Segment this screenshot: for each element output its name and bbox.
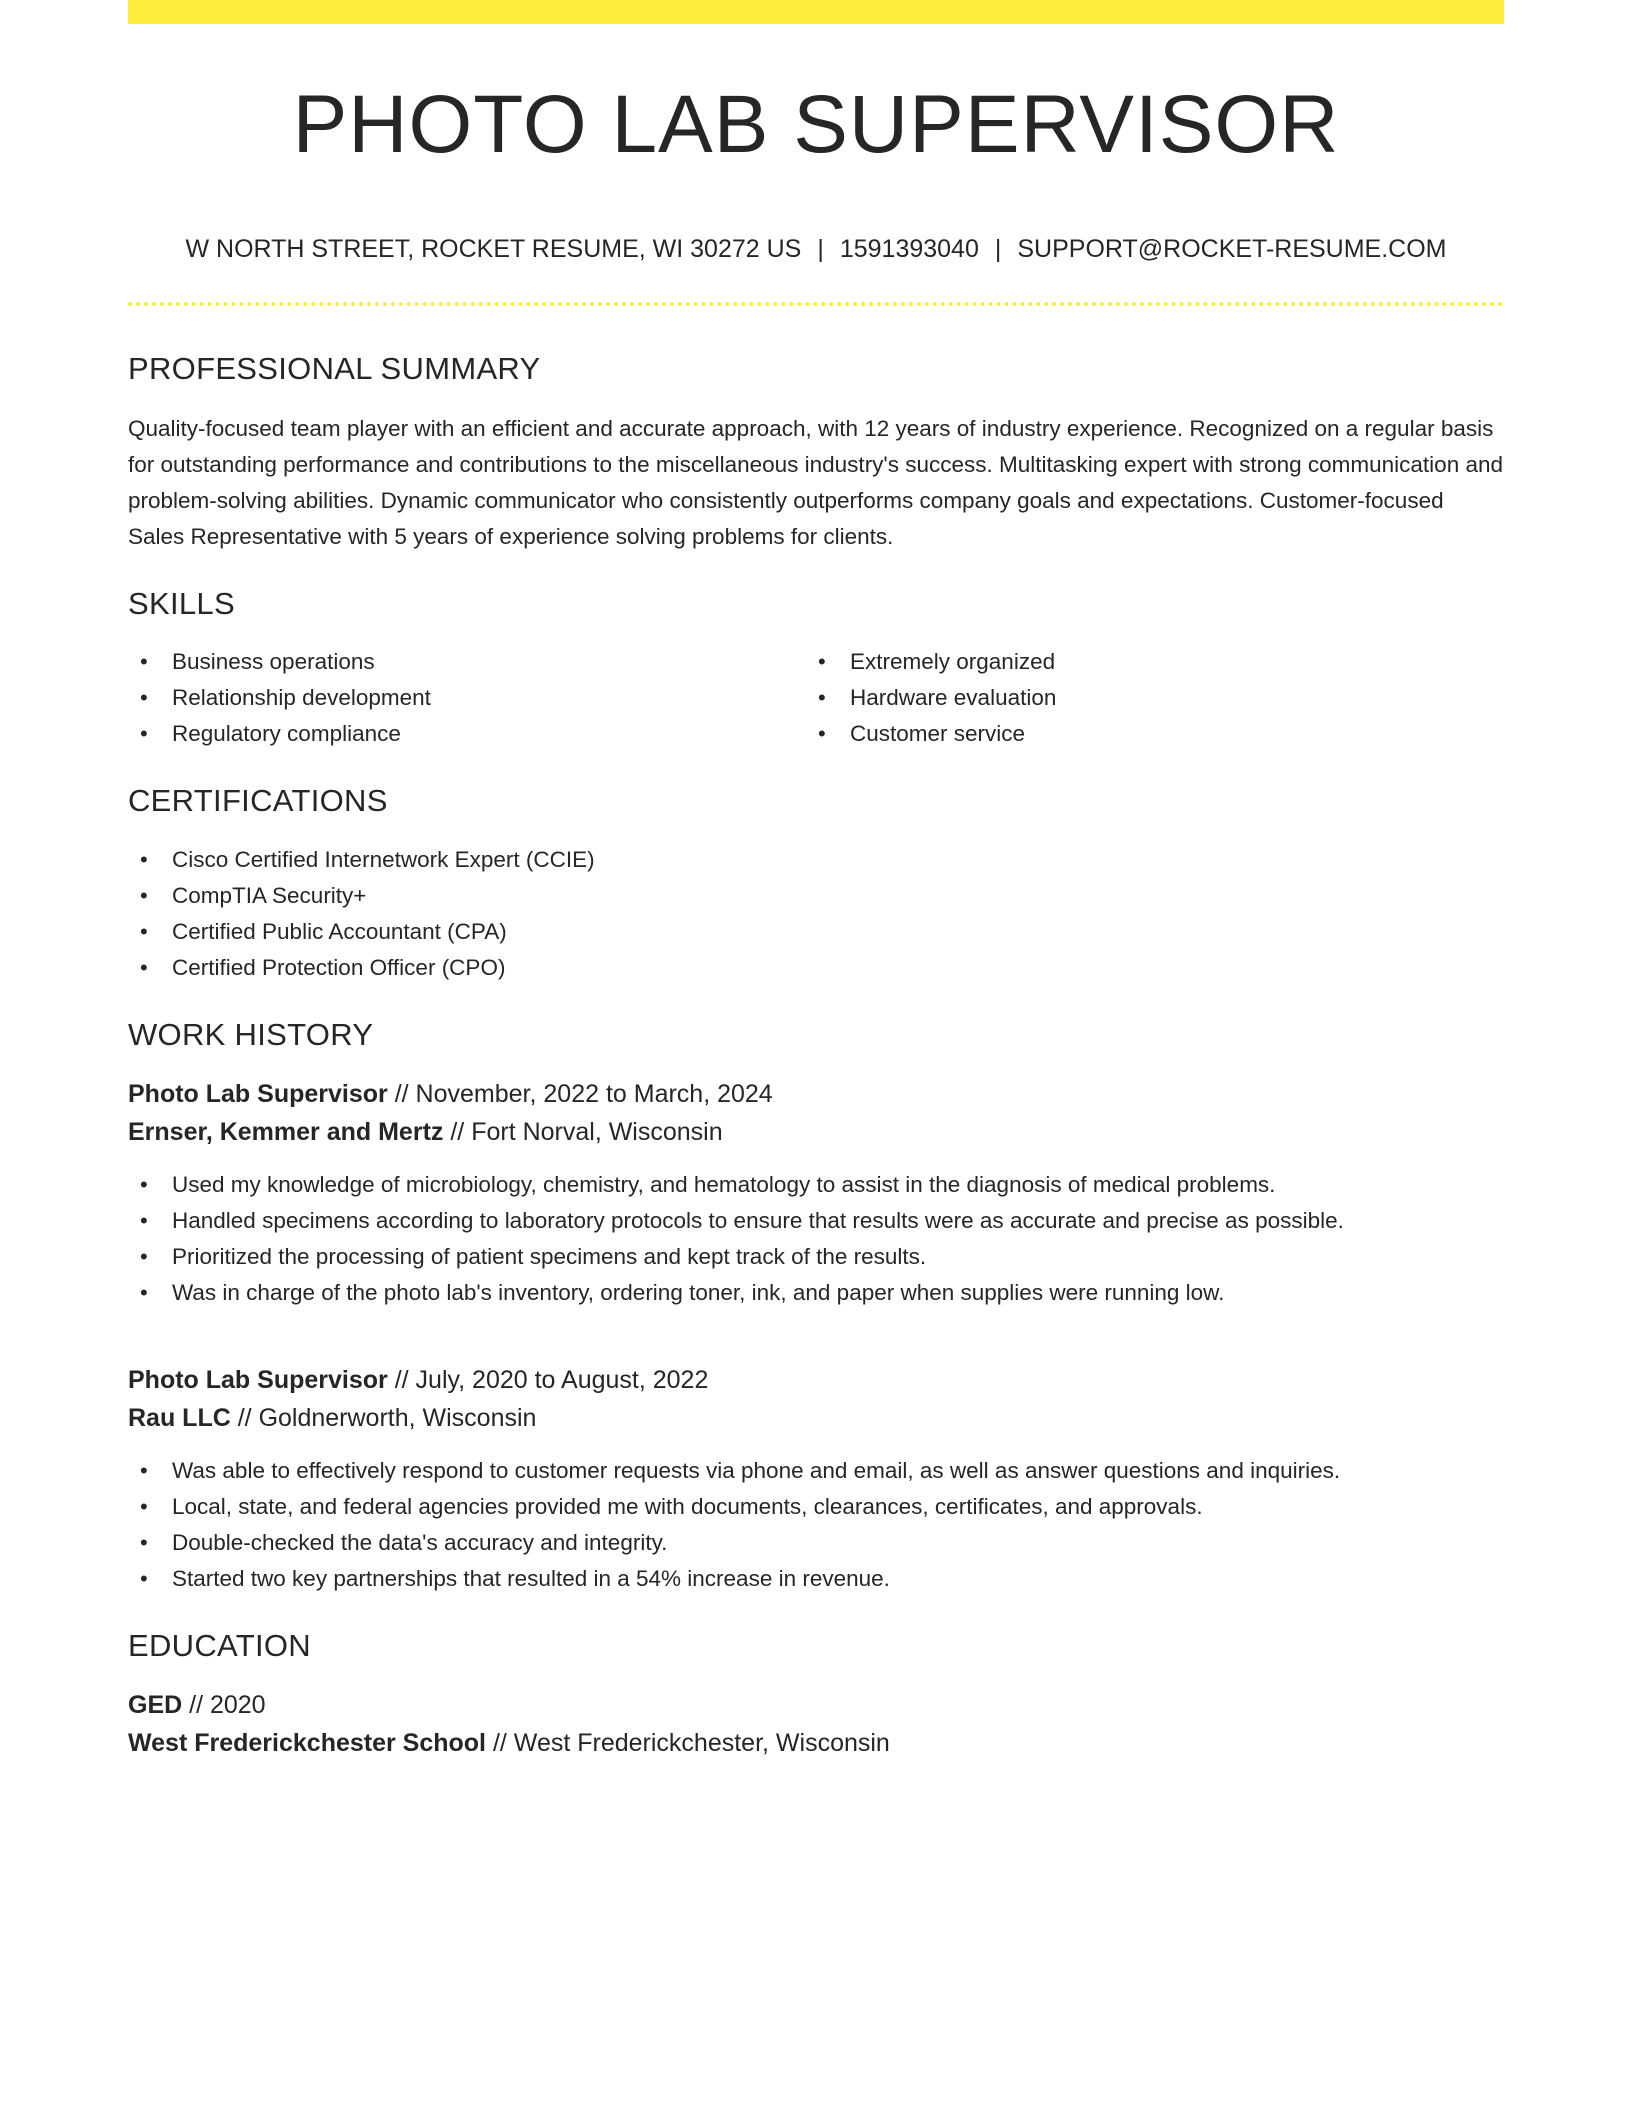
summary-text: Quality-focused team player with an efficient and accurate approach, with 12 years of industry experience. Recognized on a regular basis for outstanding performance and contributions to the miscellaneous industry's success. Multitasking expert with strong communication and problem-solving abilities. Dynamic communicator who consistently outperforms company goals and expectations. Customer-focused Sales Representative with 5 years of experience solving problems for clients. [128,416,1503,550]
contact-phone: 1591393040 [839,235,979,263]
job-bullet: • Double-checked the data's accuracy and integrity. [128,1525,1504,1561]
job-title-line [128,1075,1504,1113]
work-history-heading: WORK HISTORY [128,1016,374,1052]
job-position: Photo Lab Supervisor [128,1079,388,1108]
education-school-line [128,1724,1504,1762]
job-company: Ernser, Kemmer and Mertz [128,1117,444,1146]
contact-line [128,234,1504,264]
certification-item: • Certified Protection Officer (CPO) [128,950,1504,986]
job-dates: // July, 2020 to August, 2022 [387,1365,709,1394]
skills-heading: SKILLS [128,586,235,622]
summary-heading: PROFESSIONAL SUMMARY [128,351,541,386]
skills-grid [128,644,1504,752]
skill-item: • Business operations [128,644,806,680]
job-title-line [128,1361,1504,1399]
education-degree: GED [128,1690,183,1719]
job-company-line [128,1113,1504,1151]
contact-email: SUPPORT@ROCKET-RESUME.COM [1017,235,1447,263]
education-year: // 2020 [182,1690,266,1719]
contact-address: W NORTH STREET, ROCKET RESUME, WI 30272 US [185,235,802,263]
contact-separator: | [994,235,1002,263]
job-bullet: • Local, state, and federal agencies provided me with documents, clearances, certificates, and approvals. [128,1489,1504,1525]
job-dates: // November, 2022 to March, 2024 [387,1079,773,1108]
skill-item: • Regulatory compliance [128,716,806,752]
dotted-divider [128,302,1504,306]
job-company: Rau LLC [128,1403,231,1432]
skill-item: • Customer service [806,716,1484,752]
skills-list-right [806,644,1484,752]
job-bullet: • Was in charge of the photo lab's inventory, ordering toner, ink, and paper when supplies were running low. [128,1275,1504,1311]
skill-item: • Extremely organized [806,644,1484,680]
skills-list-left [128,644,806,752]
job-location: // Goldnerworth, Wisconsin [230,1403,537,1432]
resume-page [128,0,1504,1762]
certifications-heading: CERTIFICATIONS [128,783,388,819]
top-accent-bar [128,0,1504,24]
certification-item: • Cisco Certified Internetwork Expert (CCIE) [128,842,1504,878]
job-entry [128,1075,1504,1311]
education-entry [128,1686,1504,1762]
certification-item: • CompTIA Security+ [128,878,1504,914]
job-location: // Fort Norval, Wisconsin [443,1117,723,1146]
certification-item: • Certified Public Accountant (CPA) [128,914,1504,950]
job-bullets [128,1167,1504,1311]
skill-item: • Relationship development [128,680,806,716]
job-bullet: • Used my knowledge of microbiology, chemistry, and hematology to assist in the diagnosis of medical problems. [128,1167,1504,1203]
education-heading: EDUCATION [128,1627,311,1663]
job-entry [128,1361,1504,1597]
job-bullet: • Handled specimens according to laboratory protocols to ensure that results were as accurate and precise as possible. [128,1203,1504,1239]
education-degree-line [128,1686,1504,1724]
job-bullet: • Was able to effectively respond to customer requests via phone and email, as well as answer questions and inquiries. [128,1453,1504,1489]
contact-separator: | [817,235,824,263]
education-location: // West Frederickchester, Wisconsin [486,1728,890,1757]
job-bullet: • Started two key partnerships that resulted in a 54% increase in revenue. [128,1561,1504,1597]
job-position: Photo Lab Supervisor [128,1365,388,1394]
job-bullet: • Prioritized the processing of patient specimens and kept track of the results. [128,1239,1504,1275]
resume-title: PHOTO LAB SUPERVISOR [292,79,1340,170]
job-company-line [128,1399,1504,1437]
education-school: West Frederickchester School [128,1728,487,1757]
job-bullets [128,1453,1504,1597]
certifications-list [128,842,1504,986]
skill-item: • Hardware evaluation [806,680,1484,716]
